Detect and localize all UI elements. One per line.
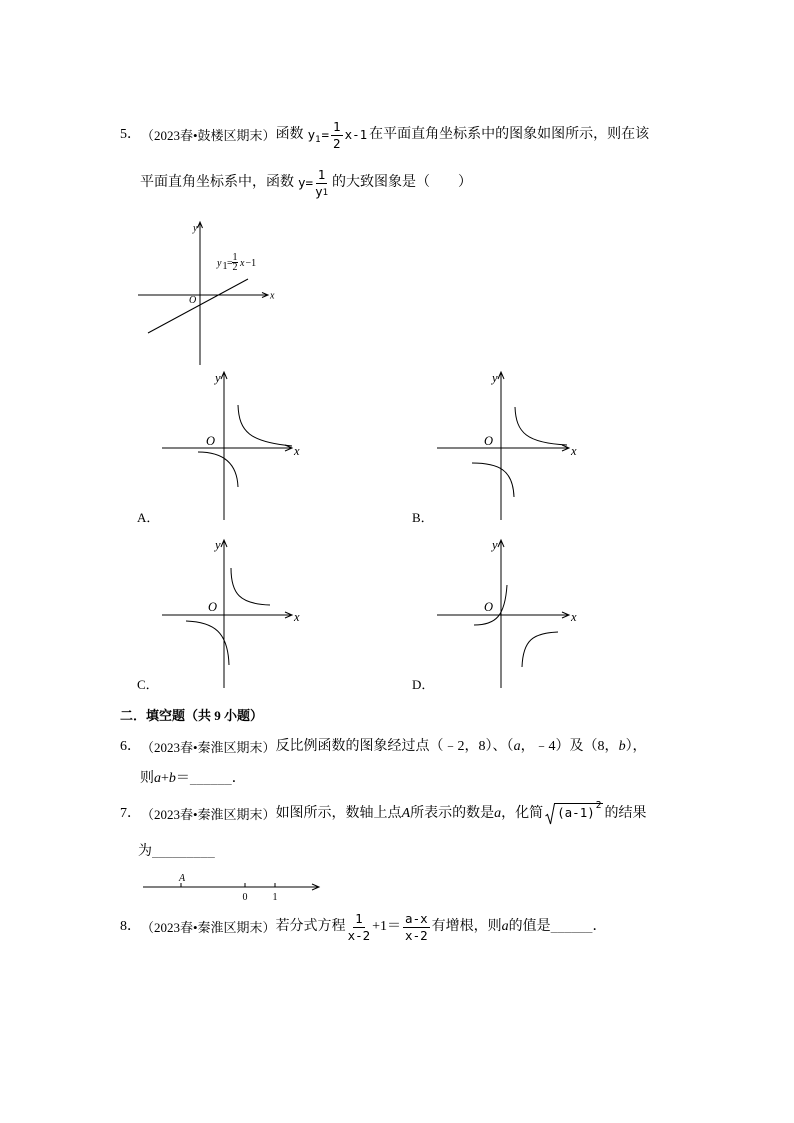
formula-variable: y xyxy=(307,126,316,142)
question-text: 的值是 xyxy=(508,919,551,934)
denominator-variable: y xyxy=(315,183,323,199)
lower-branch-curve xyxy=(472,463,514,497)
option-a-label: A． xyxy=(137,510,160,525)
variable-a: a xyxy=(154,771,161,786)
option-d-label: D． xyxy=(412,677,435,692)
x-axis-label: x xyxy=(294,610,300,624)
fraction-denominator xyxy=(315,184,328,199)
question-text: 所表示的数是 xyxy=(410,806,495,821)
fraction-numerator: 1 xyxy=(355,910,363,926)
option-c-label: C． xyxy=(137,677,159,692)
function-line xyxy=(148,279,248,333)
question-text: ，﹣4）及（8， xyxy=(520,739,619,754)
variable-b: b xyxy=(168,771,176,786)
question-number: 7． xyxy=(120,806,141,821)
upper-branch-curve xyxy=(515,407,567,445)
origin-label: O xyxy=(189,295,197,306)
option-c-graph xyxy=(155,532,305,692)
upper-branch-curve xyxy=(231,568,270,605)
y-axis-label: y xyxy=(492,371,498,385)
q5-line-2 xyxy=(140,167,472,199)
origin-label: O xyxy=(484,434,494,448)
fraction-denominator: x-2 xyxy=(405,927,428,943)
line-label-tail: −1 xyxy=(245,258,257,269)
radical-sign xyxy=(545,802,556,826)
question-text: 为 xyxy=(138,844,152,859)
question-number: 6． xyxy=(120,739,141,754)
line-label-variable: y xyxy=(217,258,222,269)
formula-subscript: 1 xyxy=(315,134,321,145)
q7-line-2 xyxy=(138,836,215,868)
lower-branch-curve xyxy=(198,452,238,487)
line-label-numerator: 1 xyxy=(232,252,238,263)
fraction xyxy=(315,168,328,199)
variable-a: a xyxy=(501,919,509,934)
reciprocal-function-formula xyxy=(298,168,330,199)
option-b-label: B． xyxy=(412,510,434,525)
fraction-denominator: 2 xyxy=(333,135,341,151)
x-axis-label: x xyxy=(294,444,300,458)
radicand-expression: (a-1) xyxy=(557,805,595,820)
fraction-right xyxy=(403,912,430,943)
answer-blank: ______ xyxy=(550,919,593,934)
fraction-numerator: 1 xyxy=(333,118,341,134)
question-text: 平面直角坐标系中，函数 xyxy=(140,175,294,190)
q6-line-1 xyxy=(120,731,647,763)
question-number: 8． xyxy=(120,919,141,934)
origin-label: O xyxy=(206,434,216,448)
zero-label: 0 xyxy=(242,892,248,903)
equation-middle: +1＝ xyxy=(372,919,402,934)
line-label-x: x xyxy=(240,258,245,269)
line-label-denominator: 2 xyxy=(232,262,238,273)
q8-line-1 xyxy=(120,911,607,943)
x-axis-label: x xyxy=(571,444,577,458)
period: ． xyxy=(231,771,246,786)
option-a-graph xyxy=(155,365,305,525)
question-text: 如图所示，数轴上点 xyxy=(275,806,402,821)
section-title: 二．填空题（共 9 小题） xyxy=(120,707,264,723)
formula-lhs: y= xyxy=(298,174,314,190)
fraction-numerator: 1 xyxy=(317,166,326,182)
fraction-left xyxy=(348,912,371,943)
right-branch-curve xyxy=(522,632,558,667)
fraction-denominator: x-2 xyxy=(347,927,371,943)
option-b-graph xyxy=(430,365,585,525)
q7-line-1 xyxy=(120,798,647,830)
question-text: 则 xyxy=(140,771,154,786)
point-a-label: A xyxy=(178,873,186,884)
question-text: 若分式方程 xyxy=(275,919,346,934)
question-source: （2023春•秦淮区期末） xyxy=(141,739,276,755)
y-axis-label: y xyxy=(492,538,498,552)
question-source: （2023春•鼓楼区期末） xyxy=(141,127,276,143)
line-label-subscript: 1 xyxy=(222,261,228,272)
q6-line-2 xyxy=(140,763,246,795)
fraction-numerator: a-x xyxy=(405,910,428,926)
origin-label: O xyxy=(208,600,218,614)
question-text: 的结果 xyxy=(604,806,647,821)
x-axis-label: x xyxy=(270,290,275,302)
point-a: A xyxy=(401,806,411,821)
question-source: （2023春•秦淮区期末） xyxy=(141,919,276,935)
question-text: 有增根，则 xyxy=(431,919,502,934)
question-text: 反比例函数的图象经过点（﹣2，8）、（ xyxy=(275,739,514,754)
number-line xyxy=(138,866,328,906)
x-axis-label: x xyxy=(571,610,577,624)
option-d-graph xyxy=(430,532,585,692)
radical-stroke xyxy=(546,804,557,825)
origin-label: O xyxy=(484,600,494,614)
fraction xyxy=(331,120,343,151)
question-text: 在平面直角坐标系中的图象如图所示，则在该 xyxy=(369,127,650,142)
linear-function-formula xyxy=(308,120,368,151)
plus-sign: + xyxy=(161,771,169,786)
exponent: 2 xyxy=(595,800,602,811)
y-axis-label: y xyxy=(215,538,221,552)
upper-branch-curve xyxy=(238,405,292,446)
question-source: （2023春•秦淮区期末） xyxy=(141,806,276,822)
period: ． xyxy=(592,919,607,934)
variable-b: b xyxy=(618,739,626,754)
answer-blank: _________ xyxy=(152,844,215,859)
line-label-equals: = xyxy=(227,258,233,269)
y-axis-label: y xyxy=(193,223,198,234)
formula-equals: = xyxy=(321,126,330,142)
variable-a: a xyxy=(494,806,502,821)
denominator-subscript: 1 xyxy=(322,187,329,198)
y-axis-label: y xyxy=(215,371,221,385)
formula-tail: x-1 xyxy=(344,126,368,142)
sqrt-expression xyxy=(545,802,602,826)
lower-branch-curve xyxy=(186,621,229,665)
section-heading xyxy=(120,699,263,731)
one-label: 1 xyxy=(272,892,278,903)
question-text: 函数 xyxy=(275,127,304,142)
question-text: 的大致图象是（ ） xyxy=(332,175,473,190)
question-text: ，化简 xyxy=(501,806,544,821)
equals-sign: ＝ xyxy=(175,771,190,786)
question-number: 5． xyxy=(120,127,141,142)
given-line-graph xyxy=(135,215,280,370)
radicand xyxy=(556,800,602,820)
variable-a: a xyxy=(513,739,521,754)
question-text: ）， xyxy=(625,739,647,754)
answer-blank: ______ xyxy=(189,771,232,786)
q5-line-1 xyxy=(120,119,649,151)
